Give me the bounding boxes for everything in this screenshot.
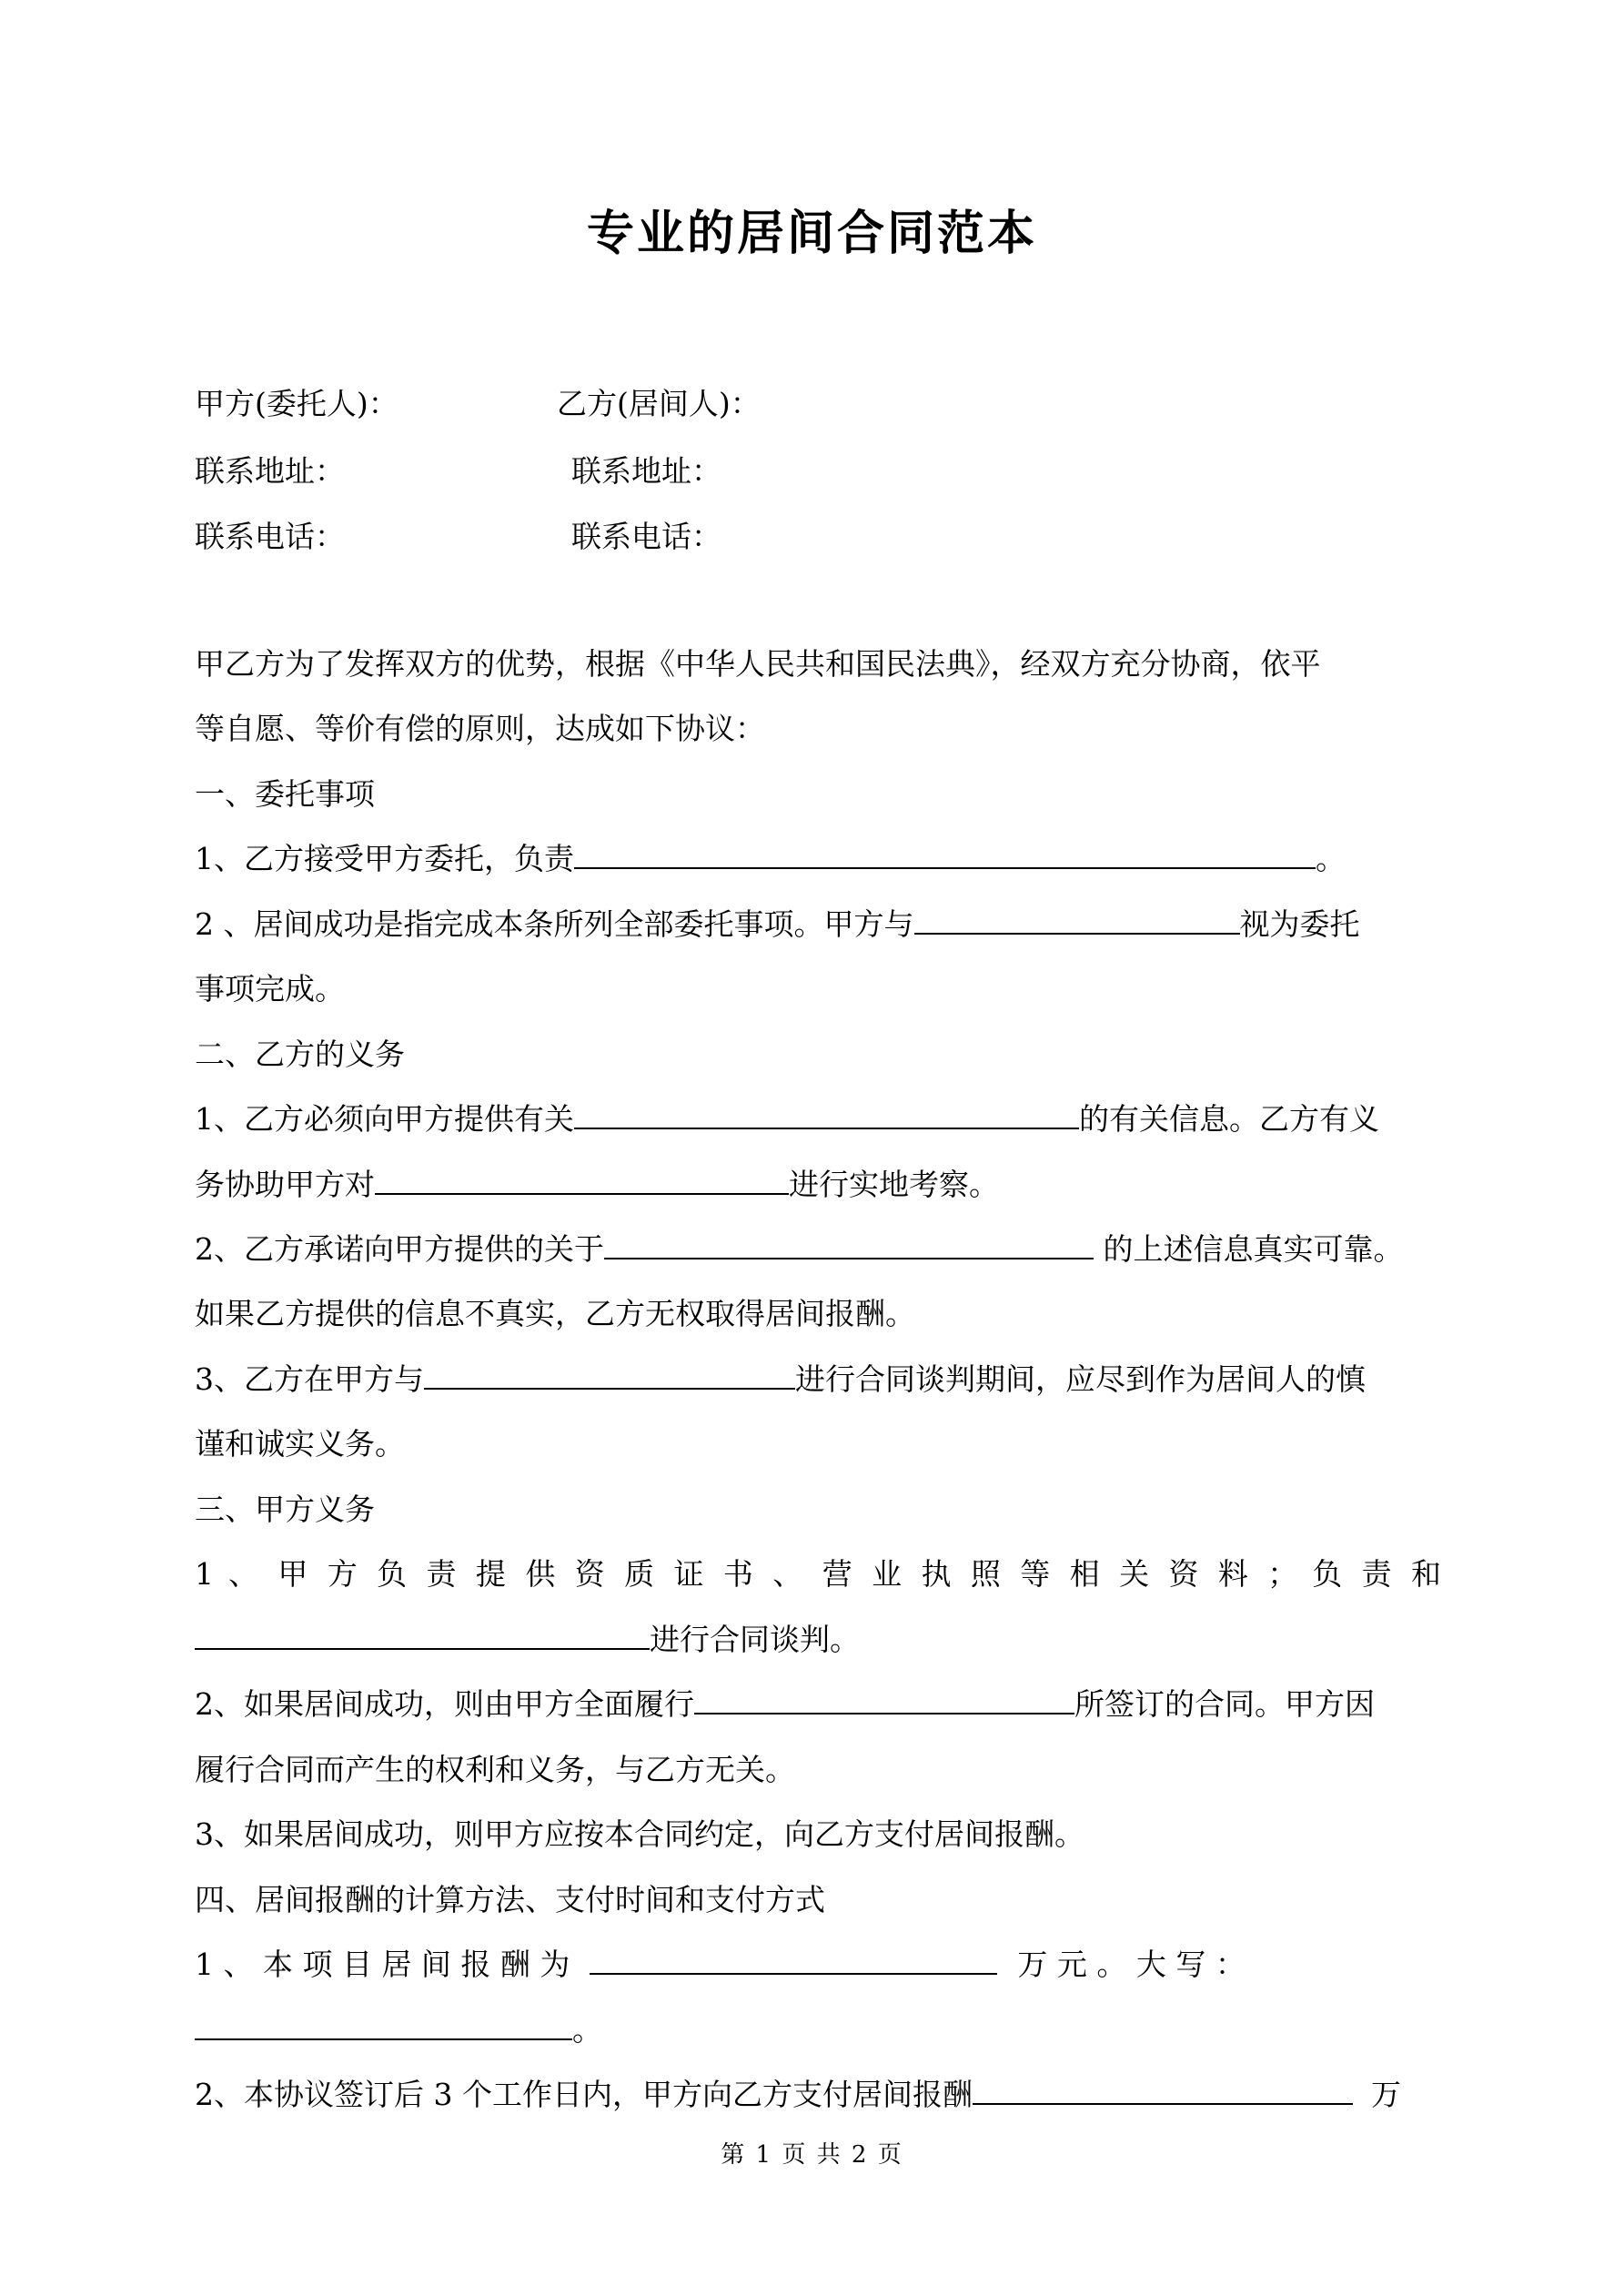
clause-text: 1 、 本 项 目 居 间 报 酬 为 [195, 1947, 570, 1982]
clause-3-2-cont: 履行合同而产生的权利和义务，与乙方无关。 [195, 1752, 795, 1787]
fill-blank [424, 1360, 795, 1390]
clause-text: 。 [1316, 841, 1346, 876]
clause-text: 进行实地考察。 [789, 1167, 999, 1202]
section-heading: 三、甲方义务 [195, 1492, 375, 1527]
clause-2-2-cont: 如果乙方提供的信息不真实，乙方无权取得居间报酬。 [195, 1296, 915, 1331]
clause-4-2 [195, 2073, 1401, 2117]
clause-text: 。 [572, 2012, 602, 2048]
page-title: 专业的居间合同范本 [586, 207, 1037, 261]
clause-3-2 [195, 1683, 1375, 1726]
clause-2-1-cont [195, 1163, 999, 1207]
clause-text: 万 元 。 大 写 ： [1017, 1947, 1246, 1982]
clause-text: 2、如果居间成功，则由甲方全面履行 [195, 1686, 694, 1722]
fill-blank [973, 2076, 1353, 2105]
fill-blank [574, 1100, 1079, 1129]
clause-1-2 [195, 903, 1360, 946]
party-a-label: 甲方(委托人)： [195, 386, 398, 421]
party-a-phone: 联系电话： [195, 519, 345, 554]
fill-blank [590, 1946, 997, 1975]
party-b-phone: 联系电话： [571, 519, 721, 554]
fill-blank [604, 1230, 1094, 1259]
clause-text: 2、本协议签订后 3 个工作日内，甲方向乙方支付居间报酬 [195, 2077, 973, 2112]
clause-text: 视为委托 [1239, 906, 1360, 942]
clause-text: 2、乙方承诺向甲方提供的关于 [195, 1231, 604, 1267]
intro-line-2: 等自愿、等价有偿的原则，达成如下协议： [195, 711, 765, 746]
clause-text: 进行合同谈判。 [650, 1622, 860, 1657]
intro-line-1: 甲乙方为了发挥双方的优势，根据《中华人民共和国民法典》，经双方充分协商，依平 [195, 646, 1321, 682]
clause-text: 1、乙方接受甲方委托，负责 [195, 841, 574, 876]
clause-3-1-cont [195, 1618, 860, 1662]
clause-4-1-cont [195, 2008, 602, 2052]
clause-text: 务协助甲方对 [195, 1167, 375, 1202]
page-footer: 第 1 页 共 2 页 [721, 2141, 903, 2169]
clause-text: 1、乙方必须向甲方提供有关 [195, 1101, 574, 1137]
clause-text: 3、乙方在甲方与 [195, 1361, 424, 1397]
fill-blank [574, 840, 1316, 869]
clause-2-3-cont: 谨和诚实义务。 [195, 1426, 405, 1462]
fill-blank [375, 1166, 789, 1195]
clause-text: 2 、居间成功是指完成本条所列全部委托事项。甲方与 [195, 906, 914, 942]
section-heading: 四、居间报酬的计算方法、支付时间和支付方式 [195, 1882, 825, 1917]
clause-2-1 [195, 1097, 1379, 1141]
clause-2-3 [195, 1358, 1366, 1401]
clause-text: 万 [1370, 2077, 1401, 2112]
clause-3-1: 1 、 甲 方 负 责 提 供 资 质 证 书 、 营 业 执 照 等 相 关 资 料 ； 负 责 和 [195, 1556, 1441, 1592]
clause-text: 的有关信息。乙方有义 [1079, 1101, 1379, 1137]
section-heading: 二、乙方的义务 [195, 1037, 405, 1072]
clause-4-1 [195, 1943, 1246, 1987]
clause-3-3: 3、如果居间成功，则甲方应按本合同约定，向乙方支付居间报酬。 [195, 1816, 1084, 1852]
fill-blank [195, 2011, 572, 2040]
clause-2-2 [195, 1228, 1404, 1271]
fill-blank [914, 905, 1240, 935]
fill-blank [195, 1621, 650, 1650]
section-heading: 一、委托事项 [195, 776, 375, 812]
party-b-label: 乙方(居间人)： [557, 386, 761, 421]
clause-text: 的上述信息真实可靠。 [1094, 1231, 1404, 1267]
clause-1-2-cont: 事项完成。 [195, 971, 345, 1006]
clause-1-1 [195, 837, 1346, 881]
party-b-address: 联系地址： [571, 453, 721, 489]
fill-blank [694, 1685, 1074, 1714]
clause-text: 进行合同谈判期间，应尽到作为居间人的慎 [795, 1361, 1366, 1397]
party-a-address: 联系地址： [195, 453, 345, 489]
clause-text: 所签订的合同。甲方因 [1074, 1686, 1375, 1722]
